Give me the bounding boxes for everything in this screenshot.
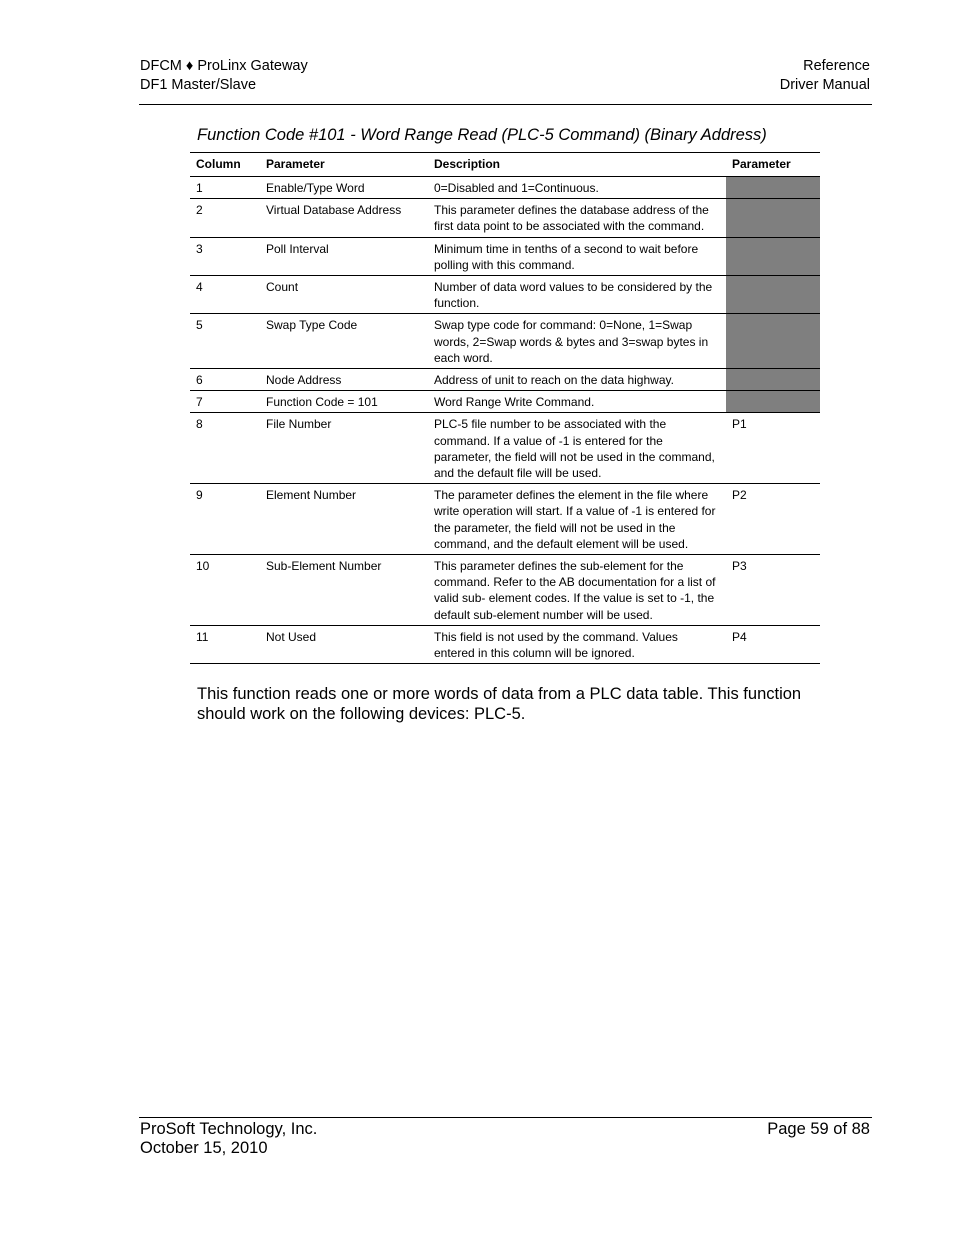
footer-page-number: Page 59 of 88: [767, 1120, 870, 1138]
cell-parameter-name: Not Used: [260, 625, 428, 663]
header-driver: DF1 Master/Slave: [140, 77, 257, 93]
cell-parameter-code: [726, 314, 820, 369]
cell-column-number: 11: [190, 625, 260, 663]
parameter-table: [190, 152, 820, 664]
table-caption: Function Code #101 - Word Range Read (PLC-5 Command) (Binary Address): [197, 126, 767, 144]
cell-column-number: 6: [190, 369, 260, 391]
cell-column-number: 3: [190, 237, 260, 275]
cell-column-number: 8: [190, 413, 260, 484]
header-manual: Driver Manual: [779, 77, 870, 93]
table-row: [190, 237, 820, 275]
cell-parameter-name: Swap Type Code: [260, 314, 428, 369]
cell-parameter-code: [726, 391, 820, 413]
table-row: [190, 199, 820, 237]
cell-parameter-code: [726, 276, 820, 314]
cell-description: Word Range Write Command.: [428, 391, 726, 413]
table-row: [190, 391, 820, 413]
cell-description: PLC-5 file number to be associated with the command. If a value of -1 is entered for the parameter, the field will not be used in the command, and the default file will be used.: [428, 413, 726, 484]
cell-column-number: 9: [190, 484, 260, 555]
cell-parameter-name: Node Address: [260, 369, 428, 391]
footer-left: [140, 1120, 317, 1158]
cell-column-number: 10: [190, 555, 260, 626]
column-header-parameter-code: Parameter: [726, 153, 820, 177]
table-body: [190, 177, 820, 664]
cell-column-number: 2: [190, 199, 260, 237]
footer-right: [767, 1120, 870, 1139]
table-row: [190, 177, 820, 199]
cell-parameter-code: [726, 177, 820, 199]
footer-date: October 15, 2010: [140, 1139, 268, 1157]
cell-parameter-name: Count: [260, 276, 428, 314]
table-row: [190, 484, 820, 555]
cell-parameter-name: Element Number: [260, 484, 428, 555]
column-header-parameter: Parameter: [260, 153, 428, 177]
cell-parameter-name: Poll Interval: [260, 237, 428, 275]
header-product: DFCM ♦ ProLinx Gateway: [140, 58, 308, 74]
cell-description: The parameter defines the element in the file where write operation will start. If a value of -1 is entered for the parameter, the field will not be used in the command, and the default element will be used.: [428, 484, 726, 555]
cell-parameter-name: Enable/Type Word: [260, 177, 428, 199]
cell-parameter-code: [726, 199, 820, 237]
cell-column-number: 1: [190, 177, 260, 199]
table-row: [190, 413, 820, 484]
table-row: [190, 369, 820, 391]
header-section: Reference: [803, 58, 870, 74]
header-left: [140, 57, 308, 95]
column-header-description: Description: [428, 153, 726, 177]
footer-company: ProSoft Technology, Inc.: [140, 1120, 318, 1138]
cell-parameter-code: [726, 237, 820, 275]
cell-column-number: 7: [190, 391, 260, 413]
header-divider: [139, 104, 872, 105]
cell-parameter-name: File Number: [260, 413, 428, 484]
cell-parameter-code: P4: [726, 625, 820, 663]
header-right: [780, 57, 870, 95]
cell-parameter-name: Function Code = 101: [260, 391, 428, 413]
cell-column-number: 4: [190, 276, 260, 314]
cell-parameter-code: [726, 369, 820, 391]
cell-description: This parameter defines the database address of the first data point to be associated with the command.: [428, 199, 726, 237]
cell-description: Minimum time in tenths of a second to wait before polling with this command.: [428, 237, 726, 275]
table-header-row: [190, 153, 820, 177]
cell-parameter-code: P1: [726, 413, 820, 484]
cell-description: This parameter defines the sub-element for the command. Refer to the AB documentation for a list of valid sub- element codes. If the value is set to -1, the default sub-element number will be used.: [428, 555, 726, 626]
footer-divider: [139, 1117, 872, 1118]
cell-description: Number of data word values to be considered by the function.: [428, 276, 726, 314]
table-row: [190, 314, 820, 369]
table-row: [190, 555, 820, 626]
cell-parameter-code: P2: [726, 484, 820, 555]
cell-description: 0=Disabled and 1=Continuous.: [428, 177, 726, 199]
cell-column-number: 5: [190, 314, 260, 369]
column-header-column: Column: [190, 153, 260, 177]
cell-parameter-name: Sub-Element Number: [260, 555, 428, 626]
cell-parameter-code: P3: [726, 555, 820, 626]
cell-description: Address of unit to reach on the data highway.: [428, 369, 726, 391]
body-paragraph: This function reads one or more words of data from a PLC data table. This function should work on the following devices: PLC-5.: [197, 685, 802, 723]
cell-parameter-name: Virtual Database Address: [260, 199, 428, 237]
cell-description: Swap type code for command: 0=None, 1=Swap words, 2=Swap words & bytes and 3=swap bytes in each word.: [428, 314, 726, 369]
table-row: [190, 625, 820, 663]
cell-description: This field is not used by the command. Values entered in this column will be ignored.: [428, 625, 726, 663]
table-row: [190, 276, 820, 314]
